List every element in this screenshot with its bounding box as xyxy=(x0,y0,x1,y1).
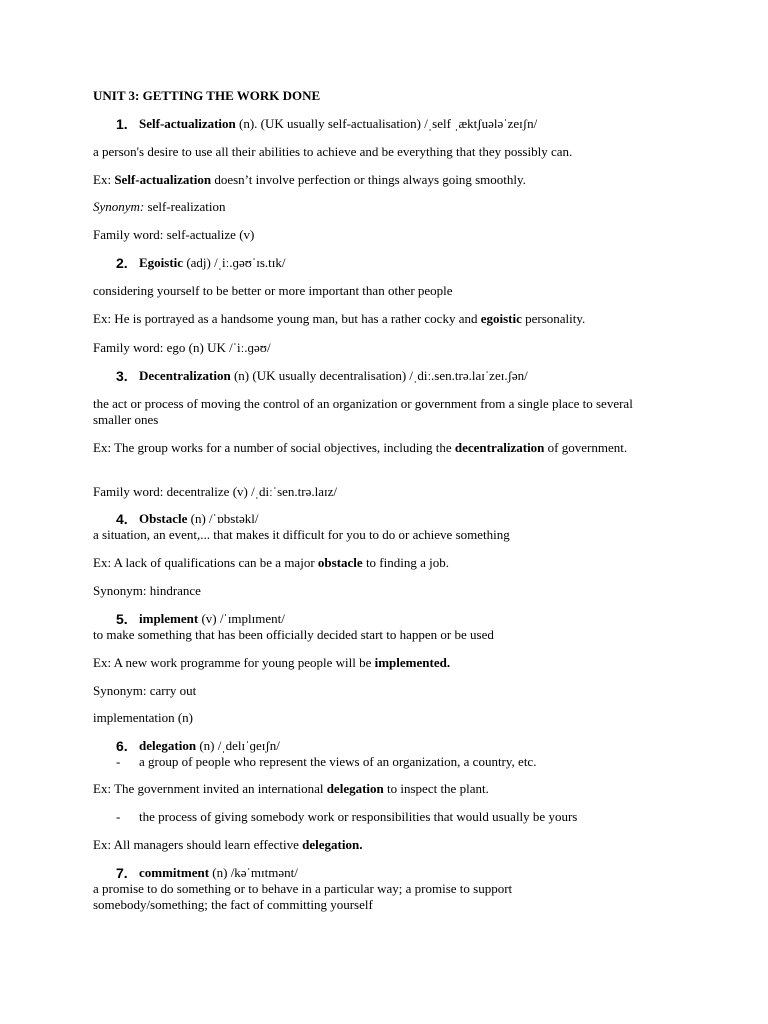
entry-definition: a promise to do something or to behave in a particular way; a promise to support somebody/something; the fact of committing yourself xyxy=(93,881,513,912)
entry-number: 7. xyxy=(116,865,128,881)
entry-sense: the process of giving somebody work or responsibilities that would usually be yours xyxy=(139,809,578,824)
entry-example: Ex: A lack of qualifications can be a major obstacle to finding a job. xyxy=(93,555,449,570)
entry-heading: Decentralization (n) (UK usually decentralisation) /ˌdiː.sen.trə.laɪˈzeɪ.ʃən/ xyxy=(139,368,528,383)
entry-heading: implement (v) /ˈɪmplɪment/ xyxy=(139,611,285,626)
entry-definition: a person's desire to use all their abilities to achieve and be everything that they possibly can. xyxy=(93,144,573,159)
entry-heading: Obstacle (n) /ˈɒbstəkl/ xyxy=(139,511,259,526)
entry-number: 6. xyxy=(116,738,128,754)
entry-heading: commitment (n) /kəˈmɪtmənt/ xyxy=(139,865,298,880)
entry-number: 3. xyxy=(116,368,128,384)
entry-heading: delegation (n) /ˌdelɪˈɡeɪʃn/ xyxy=(139,738,280,753)
entry-synonym: Synonym: self-realization xyxy=(93,199,226,214)
entry-heading: Egoistic (adj) /ˌiː.ɡəʊˈɪs.tɪk/ xyxy=(139,255,286,270)
entry-example: Ex: Self-actualization doesn’t involve perfection or things always going smoothly. xyxy=(93,172,526,187)
entry-example: Ex: He is portrayed as a handsome young man, but has a rather cocky and egoistic personality. xyxy=(93,311,586,326)
list-dash: - xyxy=(116,754,121,769)
entry-synonym: Synonym: carry out xyxy=(93,683,197,698)
entry-number: 2. xyxy=(116,255,128,271)
entry-family-word: Family word: self-actualize (v) xyxy=(93,227,255,242)
entry-number: 5. xyxy=(116,611,128,627)
entry-synonym: Synonym: hindrance xyxy=(93,583,201,598)
entry-related-word: implementation (n) xyxy=(93,710,194,725)
entry-family-word: Family word: decentralize (v) /ˌdiːˈsen.trə.laɪz/ xyxy=(93,484,338,499)
entry-definition: considering yourself to be better or more important than other people xyxy=(93,283,453,298)
entry-sense: a group of people who represent the views of an organization, a country, etc. xyxy=(139,754,537,769)
entry-example: Ex: A new work programme for young people will be implemented. xyxy=(93,655,451,670)
entry-example: Ex: The government invited an international delegation to inspect the plant. xyxy=(93,781,489,796)
entry-example: Ex: The group works for a number of social objectives, including the decentralization of government. xyxy=(93,440,628,455)
entry-family-word: Family word: ego (n) UK /ˈiː.ɡəʊ/ xyxy=(93,340,271,355)
entry-number: 1. xyxy=(116,116,128,132)
entry-definition: a situation, an event,... that makes it difficult for you to do or achieve something xyxy=(93,527,510,542)
list-dash: - xyxy=(116,809,121,824)
entry-definition: to make something that has been officially decided start to happen or be used xyxy=(93,627,494,642)
entry-definition: the act or process of moving the control of an organization or government from a single place to several smaller ones xyxy=(93,396,633,427)
entry-heading: Self-actualization (n). (UK usually self-actualisation) /ˌself ˌæktʃuələˈzeɪʃn/ xyxy=(139,116,538,131)
unit-title: UNIT 3: GETTING THE WORK DONE xyxy=(93,88,321,103)
entry-number: 4. xyxy=(116,511,128,527)
entry-example: Ex: All managers should learn effective delegation. xyxy=(93,837,363,852)
